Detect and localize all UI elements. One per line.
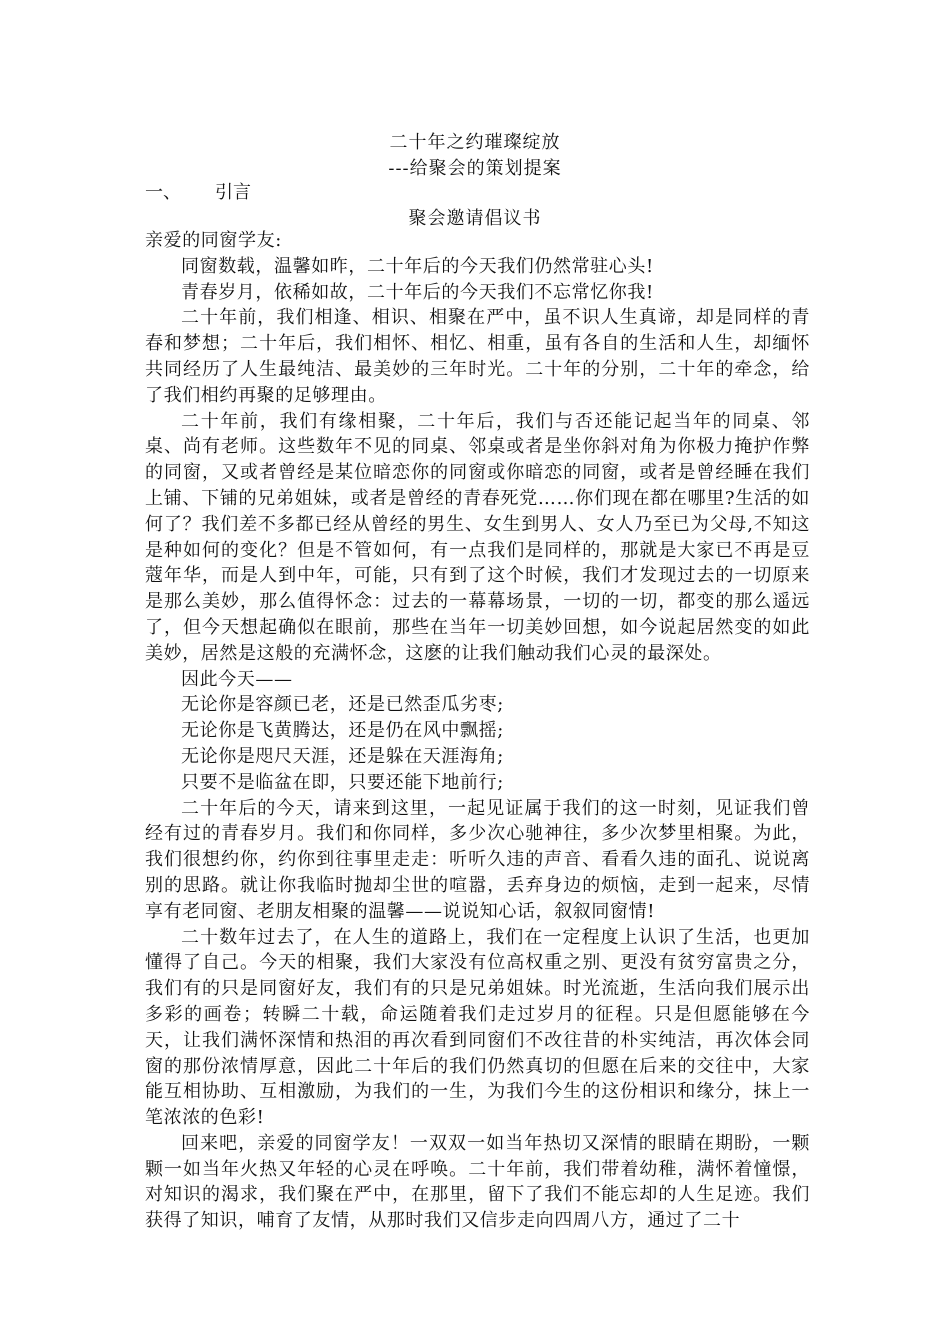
paragraph: 二十年后的今天，请来到这里，一起见证属于我们的这一时刻，见证我们曾经有过的青春岁月。我们和你同样，多少次心驰神往，多少次梦里相聚。为此，我们很想约你，约你到往事里走走：听听久违的声音、看看久违的面孔、说说离别的思路。就让你我临时抛却尘世的喧嚣，丢弃身边的烦恼，走到一起来，尽情享有老同窗、老朋友相聚的温馨——说说知心话，叙叙同窗情! — [145, 797, 810, 922]
paragraph: 无论你是咫尺天涯，还是躲在天涯海角; — [181, 745, 504, 767]
section-label: 引言 — [215, 182, 251, 203]
document-subtitle: ---给聚会的策划提案 — [388, 158, 562, 179]
paragraph: 二十年前，我们有缘相聚，二十年后，我们与否还能记起当年的同桌、邻桌、尚有老师。这些数年不见的同桌、邻桌或者是坐你斜对角为你极力掩护作弊的同窗，又或者曾经是某位暗恋你的同窗或你暗恋的同窗，或者是曾经睡在我们上铺、下铺的兄弟姐妹，或者是曾经的青春死党……你们现在都在哪里?生活的如何了？我们差不多都已经从曾经的男生、女生到男人、女人乃至已为父母,不知这是种如何的变化？但是不管如何，有一点我们是同样的，那就是大家已不再是豆蔻年华，而是人到中年，可能，只有到了这个时候，我们才发现过去的一切原来是那么美妙，那么值得怀念：过去的一幕幕场景，一切的一切，都变的那么遥远了，但今天想起确似在眼前，那些在当年一切美妙回想，如今说起居然变的如此美妙，居然是这般的充满怀念，这麽的让我们触动我们心灵的最深处。 — [145, 410, 810, 664]
paragraph: 二十数年过去了，在人生的道路上，我们在一定程度上认识了生活，也更加懂得了自己。今天的相聚，我们大家没有位高权重之别、更没有贫穷富贵之分，我们有的只是同窗好友，我们有的只是兄弟姐妹。时光流逝，生活向我们展示出多彩的画卷；转瞬二十载，命运随着我们走过岁月的征程。只是但愿能够在今天，让我们满怀深情和热泪的再次看到同窗们不改往昔的朴实纯洁，再次体会同窗的那份浓情厚意，因此二十年后的我们仍然真切的但愿在后来的交往中，大家能互相协助、互相激励，为我们的一生，为我们今生的这份相识和缘分，抹上一笔浓浓的色彩! — [145, 926, 810, 1129]
section-heading — [145, 178, 251, 204]
paragraph: 无论你是容颜已老，还是已然歪瓜劣枣; — [181, 694, 504, 716]
paragraph: 二十年前，我们相逢、相识、相聚在严中，虽不识人生真谛，却是同样的青春和梦想；二十年后，我们相怀、相忆、相重，虽有各自的生活和人生，却缅怀共同经历了人生最纯洁、最美妙的三年时光。二十年的分别，二十年的牵念，给了我们相约再聚的足够理由。 — [145, 307, 810, 406]
section-number: 一、 — [145, 182, 181, 203]
paragraph: 同窗数载，温馨如昨，二十年后的今天我们仍然常驻心头! — [181, 255, 654, 277]
paragraph: 只要不是临盆在即，只要还能下地前行; — [181, 771, 504, 793]
paragraph: 因此今天—— — [181, 668, 293, 690]
salutation: 亲爱的同窗学友: — [145, 230, 282, 251]
paragraph: 无论你是飞黄腾达，还是仍在风中飘摇; — [181, 720, 504, 742]
paragraph: 回来吧，亲爱的同窗学友！一双双一如当年热切又深情的眼睛在期盼，一颗颗一如当年火热又年轻的心灵在呼唤。二十年前，我们带着幼稚，满怀着憧憬，对知识的渴求，我们聚在严中，在那里，留下了我们不能忘却的人生足迹。我们获得了知识，哺育了友情，从那时我们又信步走向四周八方，通过了二十 — [145, 1132, 810, 1232]
invitation-heading: 聚会邀请倡议书 — [408, 208, 542, 229]
document-title: 二十年之约璀璨绽放 — [389, 132, 561, 153]
letter-body — [145, 228, 810, 1234]
paragraph: 青春岁月，依稀如故，二十年后的今天我们不忘常忆你我! — [181, 281, 654, 303]
